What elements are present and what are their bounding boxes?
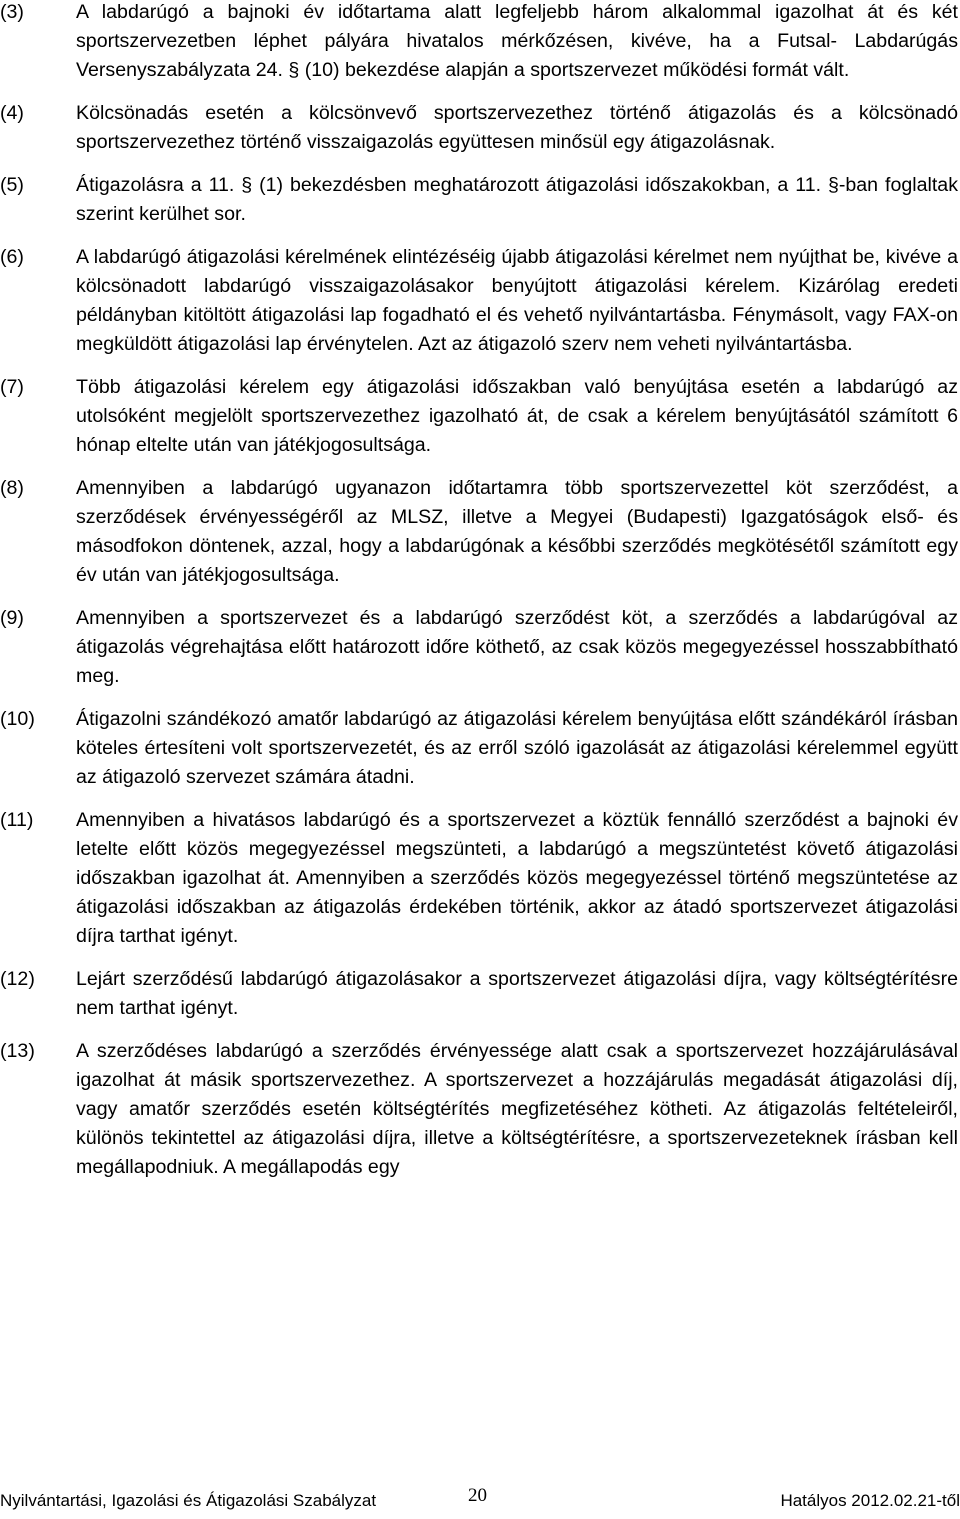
paragraph-13 (0, 1037, 958, 1182)
paragraph-text: Lejárt szerződésű labdarúgó átigazolásakor a sportszervezet átigazolási díjra, vagy költségtérítésre nem tarthat igényt. (76, 968, 958, 1019)
paragraph-text: Amennyiben a sportszervezet és a labdarúgó szerződést köt, a szerződés a labdarúgóval az átigazolás végrehajtása előtt határozott időre köthető, az csak közös megegyezéssel hosszabbítható meg. (76, 607, 958, 687)
paragraph-number: (7) (0, 376, 24, 398)
paragraph-11 (0, 806, 958, 951)
paragraph-text: A labdarúgó a bajnoki év időtartama alatt legfeljebb három alkalommal igazolhat át és két sportszervezetben léphet pályára hivatalos mérkőzésen, kivéve, ha a Futsal- Labdarúgás Versenyszabályzata 24. § (10) bekezdése alapján a sportszervezet működési formát vált. (76, 1, 958, 81)
paragraph-text: Több átigazolási kérelem egy átigazolási időszakban való benyújtása esetén a labdarúgó az utolsóként megjelölt sportszervezethez igazolható át, de csak a kérelem benyújtásától számított 6 hónap eltelte után van játékjogosultsága. (76, 376, 958, 456)
paragraph-6 (0, 243, 958, 359)
paragraph-5 (0, 171, 958, 229)
paragraph-number: (3) (0, 1, 24, 23)
footer-page-number: 20 (468, 1485, 487, 1506)
paragraph-7 (0, 373, 958, 460)
footer-document-title: Nyilvántartási, Igazolási és Átigazolási Szabályzat (0, 1491, 377, 1510)
paragraph-3 (0, 0, 958, 85)
paragraph-10 (0, 705, 958, 792)
paragraph-number: (13) (0, 1040, 35, 1062)
paragraph-number: (11) (0, 809, 34, 831)
paragraph-text: Amennyiben a labdarúgó ugyanazon időtartamra több sportszervezettel köt szerződést, a szerződések érvényességéről az MLSZ, illetve a Megyei (Budapesti) Igazgatóságok első- és másodfokon döntenek, azzal, hogy a labdarúgónak a későbbi szerződés megkötésétől számított egy év után van játékjogosultsága. (76, 477, 958, 586)
paragraph-12 (0, 965, 958, 1023)
paragraph-text: Kölcsönadás esetén a kölcsönvevő sportszervezethez történő átigazolás és a kölcsönadó sportszervezethez történő visszaigazolás együttesen minősül egy átigazolásnak. (76, 102, 958, 153)
paragraph-number: (6) (0, 246, 24, 268)
paragraph-8 (0, 474, 958, 590)
paragraph-9 (0, 604, 958, 691)
page-footer (0, 1487, 960, 1515)
paragraph-text: A szerződéses labdarúgó a szerződés érvényessége alatt csak a sportszervezet hozzájárulásával igazolhat át másik sportszervezethez. A sportszervezet a hozzájárulás megadását átigazolási díj, vagy amatőr szerződés esetén költségtérítés megfizetéséhez kötheti. Az átigazolás feltételeiről, különös tekintettel az átigazolási díjra, illetve a költségtérítésre, a sportszervezeteknek írásban kell megállapodniuk. A megállapodás egy (76, 1040, 958, 1178)
paragraph-number: (9) (0, 607, 24, 629)
footer-effective-date: Hatályos 2012.02.21-től (780, 1491, 960, 1510)
paragraph-text: A labdarúgó átigazolási kérelmének elintézéséig újabb átigazolási kérelmet nem nyújthat be, kivéve a kölcsönadott labdarúgó visszaigazolásakor benyújtott átigazolási kérelem. Kizárólag eredeti példányban kitöltött átigazolási lap fogadható el és vehető nyilvántartásba. Fénymásolt, vagy FAX-on megküldött átigazolási lap érvénytelen. Azt az átigazoló szerv nem veheti nyilvántartásba. (76, 246, 958, 355)
paragraph-text: Átigazolásra a 11. § (1) bekezdésben meghatározott átigazolási időszakokban, a 11. §-ban foglaltak szerint kerülhet sor. (76, 174, 958, 225)
paragraph-number: (8) (0, 477, 24, 499)
paragraph-number: (12) (0, 968, 35, 990)
paragraph-text: Amennyiben a hivatásos labdarúgó és a sportszervezet a köztük fennálló szerződést a bajnoki év letelte előtt közös megegyezéssel megszünteti, a labdarúgó a megszüntetést követő átigazolási időszakban igazolhat át. Amennyiben a szerződés közös megegyezéssel történő megszüntetése az átigazolási időszakban az átigazolás érdekében történik, akkor az átadó sportszervezet átigazolási díjra tarthat igényt. (76, 809, 958, 947)
paragraph-4 (0, 99, 958, 157)
paragraph-number: (4) (0, 102, 24, 124)
paragraph-text: Átigazolni szándékozó amatőr labdarúgó az átigazolási kérelem benyújtása előtt szándékáról írásban köteles értesíteni volt sportszervezetét, és az erről szóló igazolását az átigazolási kérelemmel együtt az átigazoló szervezet számára átadni. (76, 708, 958, 788)
paragraph-number: (5) (0, 174, 24, 196)
paragraph-number: (10) (0, 708, 35, 730)
